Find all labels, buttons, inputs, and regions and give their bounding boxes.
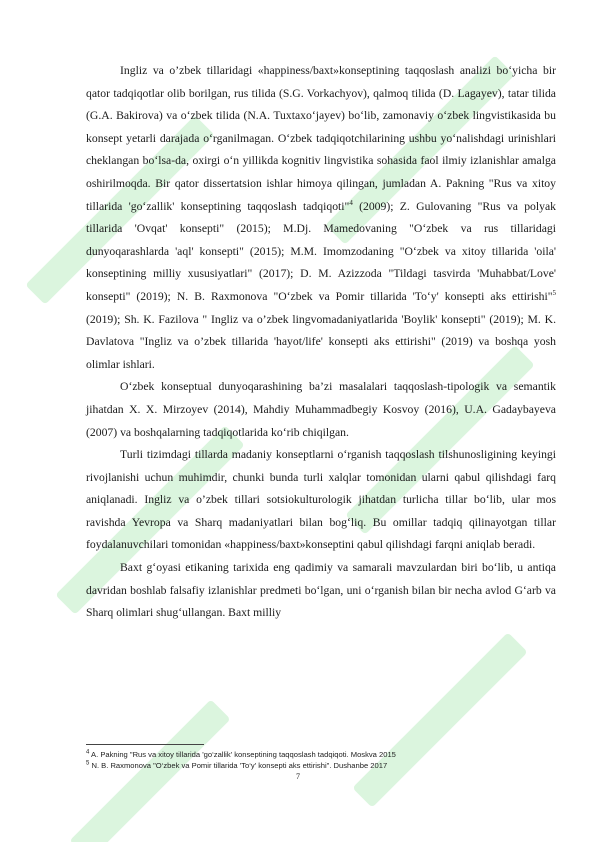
paragraph-4: Baxt g‘oyasi etikaning tarixida eng qadimiy va samarali mavzulardan biri bo‘lib, u antiqa davridan boshlab falsafiy izlanishlar predmeti bo‘lgan, uni o‘rganish bilan bir necha avlod G‘arb va Sharq olimlari shug‘ullangan. Baxt milliy — [86, 561, 556, 620]
footnote-5 — [86, 760, 556, 771]
footnote-separator — [86, 744, 204, 745]
footnote-text: A. Pakning "Rus va xitoy tillarida 'go‘zallik' konseptining taqqoslash tadqiqoti. Moskva 2015 — [89, 750, 396, 759]
footnote-text: N. B. Raxmonova "O‘zbek va Pomir tillarida 'To‘y' konsepti aks ettirishi". Dushanbe 2017 — [89, 761, 388, 770]
footnote-number: 5 — [86, 760, 90, 767]
watermark-mark — [352, 632, 527, 807]
footnote-ref-5[interactable]: 5 — [552, 289, 556, 298]
paragraph-1 — [86, 60, 556, 376]
page-number: 7 — [296, 772, 300, 781]
footnote-4 — [86, 749, 556, 760]
paragraph-text: Ingliz va o’zbek tillaridagi «happiness/baxt»konseptining taqqoslash analizi bo‘yicha bir qator tadqiqotlar olib borilgan, rus tilida (S.G. Vorkachyov), qalmoq tilida (D. Lagayev), tatar tilida (G.A. Bakirova) va o‘zbek tilida (N.A. Tuxtaxo‘jayev) bo‘lib, zamonaviy o‘zbek lingvistikasida bu konsept yetarli darajada o‘rganilmagan. O‘zbek tadqiqotchilarining ushbu yo‘nalishdagi urinishlari cheklangan bo‘lsa-da, oxirgi o‘n yillikda kognitiv lingvistika sohasida faol ilmiy izlanishlar amalga oshirilmoqda. Bir qator dissertatsion ishlar himoya qilingan, jumladan A. Pakning "Rus va xitoy tillarida 'go‘zallik' konseptining taqqoslash tadqiqoti" — [86, 64, 556, 213]
paragraph-text: (2019); Sh. K. Fazilova " Ingliz va o’zbek lingvomadaniyatlarida 'Boylik' konsepti" (2019); M. K. Davlatova "Ingliz va o’zbek tillarida 'hayot/life' konsepti aks ettirishi" (2019) va boshqa yosh olimlar ishlari. — [86, 312, 556, 371]
footnote-number: 4 — [86, 749, 90, 756]
paragraph-2: O‘zbek konseptual dunyoqarashining ba’zi masalalari taqqoslash-tipologik va semantik jihatdan X. X. Mirzoyev (2014), Mahdiy Muhammadbegiy Kosvoy (2016), U.A. Gadaybayeva (2007) va boshqalarning tadqiqotlarida ko‘rib chiqilgan. — [86, 380, 556, 439]
paragraph-text: (2009); Z. Gulovaning "Rus va polyak tillarida 'Ovqat' konsepti" (2015); M.Dj. Mamedovaning "O‘zbek va rus tillaridagi dunyoqarashlarda 'aql' konsepti" (2015); M.M. Imomzodaning "O‘zbek va xitoy tillarida 'oila' konseptining milliy xususiyatlari" (2017); D. M. Azizzoda "Tildagi tasvirda 'Muhabbat/Love' konsepti" (2019); N. B. Raxmonova "O‘zbek va Pomir tillarida 'To‘y' konsepti aks ettirishi" — [86, 199, 556, 303]
footnote-ref-4[interactable]: 4 — [349, 198, 353, 207]
paragraph-3: Turli tizimdagi tillarda madaniy konseptlarni o‘rganish taqqoslash tilshunosligining keyingi rivojlanishi uchun muhimdir, chunki bunda turli xalqlar tomonidan ularni qabul qilishdagi farq aniqlanadi. Ingliz va o’zbek tillari sotsiokulturologik jihatdan turlicha tillar bo‘lib, ular mos ravishda Yevropa va Sharq madaniyatlari bilan bog‘liq. Bu omillar tadqiq qilinayotgan tillar foydalanuvchilari tomonidan «happiness/baxt»konseptini qabul qilishdagi farqni aniqlab beradi. — [86, 448, 556, 552]
footnotes — [86, 749, 556, 771]
document-body — [86, 60, 556, 625]
